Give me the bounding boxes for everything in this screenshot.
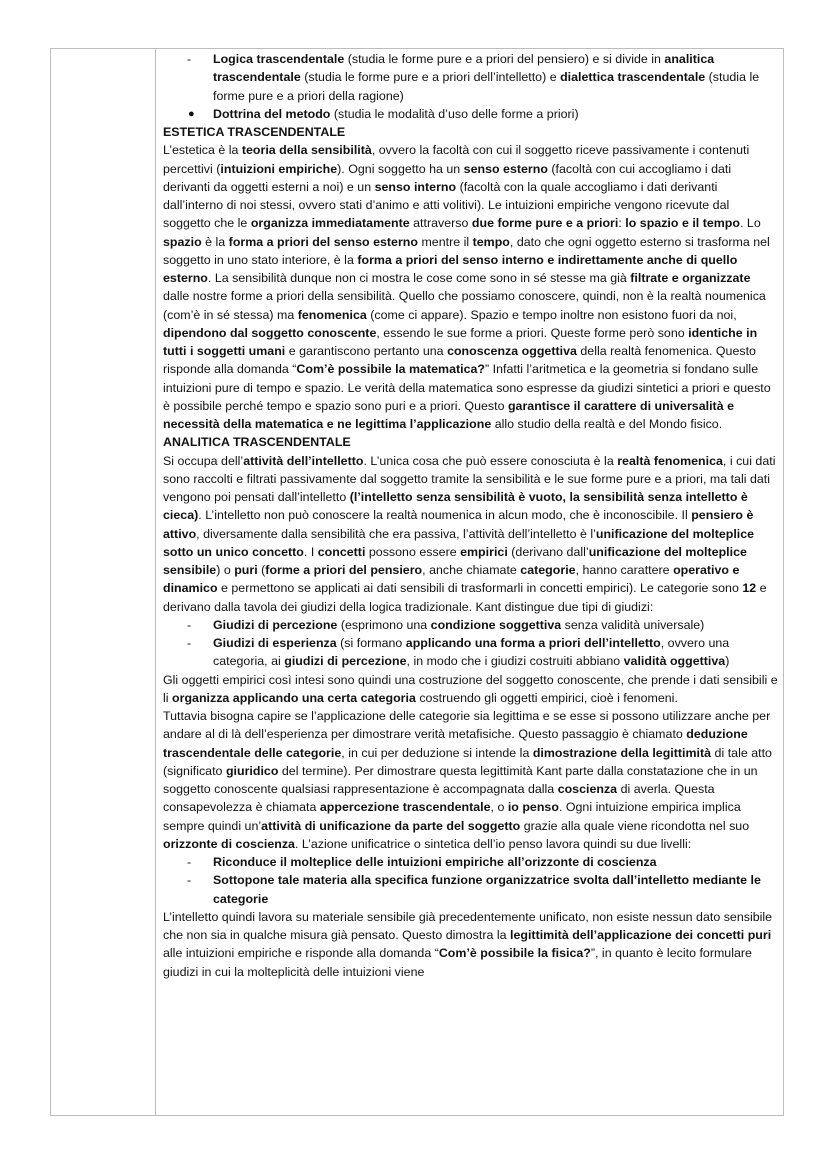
bold-text: appercezione trascendentale [319,800,491,815]
list-item-text: Dottrina del metodo (studia le modalità d’uso delle forme a priori) [213,106,579,121]
paragraph-intelletto-fisica: L’intelletto quindi lavora su materiale sensibile già precedentemente unificato, non esiste nessun dato sensibile che non sia in qualche misura già pensato. Questo dimostra la legittimità dell’applicazione dei concetti puri alle intuizioni empiriche e risponde alla domanda “Com’è possibile la fisica?”, in quanto è lecito formulare giudizi in cui la molteplicità delle intuizioni viene [163,909,773,979]
bold-text: unificazione del molteplice sotto un unico concetto [163,526,755,559]
bold-text: attività dell’intelletto [243,453,364,468]
list-item-text [213,853,779,871]
dash-marker: - [187,873,192,888]
paragraph-deduzione: Tuttavia bisogna capire se l’applicazione delle categorie sia legittima e se esse si possono utilizzare anche per andare al di là dell’esperienza per dimostrare verità metafisiche. Questo passaggio è chiamato deduzione trascendentale delle categorie, in cui per deduzione si intende la dimostrazione della legittimità di tale atto (significato giuridico del termine). Per dimostrare questa legittimità Kant parte dalla constatazione che in un soggetto conoscente qualsiasi rappresentazione è accompagnata dalla coscienza di averla. Questa consapevolezza è chiamata appercezione trascendentale, o io penso. Ogni intuizione empirica implica sempre quindi un’attività di unificazione da parte del soggetto grazie alla quale viene ricondotta nel suo orizzonte di coscienza. L’azione unificatrice o sintetica dell’io penso lavora quindi su due livelli: [163,709,772,851]
notes-column [163,50,779,1112]
list-item-sottopone [163,871,779,908]
heading-analitica-trascendentale: ANALITICA TRASCENDENTALE [163,435,351,450]
bold-text: filtrate e organizzate [630,271,751,285]
bold-text: 12 [742,581,757,596]
dash-marker: - [187,617,192,632]
list-item-riconduce [163,853,779,871]
bold-text: puri [234,563,258,577]
bold-text: intuizioni empiriche [220,161,338,176]
bold-text: garantisce il carattere di universalità e necessità della matematica e ne legittima l’applicazione [163,398,734,431]
list-item-text: Giudizi di esperienza (si formano applicando una forma a priori dell’intelletto, ovvero una categoria, ai giudizi di percezione, in modo che i giudizi costruiti abbiano validità oggettiva) [213,636,730,669]
bold-text: unificazione del molteplice sensibile [163,544,747,577]
bold-text: concetti [317,544,366,559]
bold-text: dimostrazione della legittimità [532,745,712,760]
bold-text: forme a priori del pensiero [265,563,423,577]
bold-text: forma a priori del senso interno e indirettamente anche di quello esterno [163,252,738,285]
bold-text: Giudizi di esperienza [213,636,337,650]
bold-text: forma a priori del senso esterno [228,234,418,249]
bold-text: Logica trascendentale [213,52,345,66]
bold-text: attività di unificazione da parte del soggetto [261,818,521,833]
bold-text: Com’è possibile la fisica? [438,946,591,961]
bold-text: condizione soggettiva [430,617,562,632]
column-divider [155,48,156,1116]
bold-text: giuridico [225,763,279,778]
dash-marker: - [187,52,192,66]
bold-text: lo spazio e il tempo [625,216,740,231]
bold-text: senso esterno [463,161,548,176]
bold-text: Giudizi di percezione [213,617,338,632]
list-item-giudizi-esperienza [163,634,779,671]
bold-text: tempo [472,234,510,249]
dash-marker: - [187,855,192,869]
bold-text: dipendono dal soggetto conoscente [163,325,377,340]
list-item-dottrina-del-metodo [163,105,779,123]
bold-text: analitica trascendentale [213,52,715,85]
paragraph-estetica: L’estetica è la teoria della sensibilità, ovvero la facoltà con cui il soggetto riceve passivamente i contenuti percettivi (intuizioni empiriche). Ogni soggetto ha un senso esterno (facoltà con cui accogliamo i dati derivanti da oggetti esterni a noi) e un senso interno (facoltà con la quale accogliamo i dati derivanti dall’interno di noi stessi, ovvero stati d’animo e atti volitivi). Le intuizioni empiriche vengono ricevute dal soggetto che le organizza immediatamente attraverso due forme pure e a priori: lo spazio e il tempo. Lo spazio è la forma a priori del senso esterno mentre il tempo, dato che ogni oggetto esterno si trasforma nel soggetto in uno stato interiore, è la forma a priori del senso interno e indirettamente anche di quello esterno. La sensibilità dunque non ci mostra le cose come sono in sé stesse ma già filtrate e organizzate dalle nostre forme a priori della sensibilità. Quello che possiamo conoscere, quindi, non è la realtà noumenica (com’è in sé stessa) ma fenomenica (come ci appare). Spazio e tempo inoltre non esistono fuori da noi, dipendono dal soggetto conoscente, essendo le sue forme a priori. Queste forme però sono identiche in tutti i soggetti umani e garantiscono pertanto una conoscenza oggettiva della realtà fenomenica. Questo risponde alla domanda “Com’è possibile la matematica?” Infatti l’aritmetica e la geometria si fondano sulle intuizioni pure di tempo e spazio. Le verità della matematica sono espresse da giudizi sintetici a priori e questo è possibile perché tempo e spazio sono puri e a priori. Questo garantisce il carattere di universalità e necessità della matematica e ne legittima l’applicazione allo studio della realtà e del Mondo fisico. [163,143,771,431]
paragraph-oggetti-empirici: Gli oggetti empirici così intesi sono quindi una costruzione del soggetto conoscente, che prende i dati sensibili e li organizza applicando una certa categoria costruendo gli oggetti empirici, cioè i fenomeni. [163,672,778,705]
bold-text: giudizi di percezione [284,654,407,669]
paragraph-analitica: Si occupa dell’attività dell’intelletto. L’unica cosa che può essere conosciuta è la realtà fenomenica, i cui dati sono raccolti e filtrati passivamente dal soggetto tramite la sensibilità e le sue forme pure e a priori, ma tali dati vengono poi pensati dall’intelletto (l’intelletto senza sensibilità è vuoto, la sensibilità senza intelletto è cieca). L’intelletto non può conoscere la realtà noumenica in alcun modo, che è inconoscibile. Il pensiero è attivo, diversamente dalla sensibilità che era passiva, l’attività dell’intelletto è l’unificazione del molteplice sotto un unico concetto. I concetti possono essere empirici (derivano dall’unificazione del molteplice sensibile) o puri (forme a priori del pensiero, anche chiamate categorie, hanno carattere operativo e dinamico e permettono se applicati ai dati sensibili di trasformarli in concetti empirici). Le categorie sono 12 e derivano dalla tavola dei giudizi della logica tradizionale. Kant distingue due tipi di giudizi: [163,453,776,614]
bold-text: legittimità dell’applicazione dei concetti puri [510,928,772,942]
bold-text: Dottrina del metodo [213,106,331,121]
bold-text: categorie [520,563,576,577]
bold-text: operativo e dinamico [163,563,740,596]
bold-text: io penso [507,800,559,815]
bold-text: organizza applicando una certa categoria [172,690,416,705]
bold-text: fenomenica [297,307,367,322]
bold-text: deduzione trascendentale delle categorie [163,727,748,760]
bold-text: spazio [163,234,202,249]
list-item-text: Logica trascendentale (studia le forme pure e a priori del pensiero) e si divide in analitica trascendentale (studia le forme pure e a priori dell’intelletto) e dialettica trascendentale (studia le forme pure e a priori della ragione) [213,52,760,103]
bold-text: realtà fenomenica [617,453,723,468]
bold-text: orizzonte di coscienza [163,836,295,851]
bold-text: coscienza [557,782,618,796]
bold-text: dialettica trascendentale [560,70,706,85]
list-item-logica-trascendentale [163,50,779,105]
bold-text: (l’intelletto senza sensibilità è vuoto, la sensibilità senza intelletto è cieca) [163,490,748,523]
bold-text: empirici [460,544,508,559]
list-item-giudizi-percezione [163,616,779,634]
bold-text: Sottopone tale materia alla specifica funzione organizzatrice svolta dall’intelletto mediante le categorie [213,873,761,906]
heading-estetica-trascendentale: ESTETICA TRASCENDENTALE [163,125,346,139]
bold-text: organizza immediatamente [250,216,410,231]
bold-text: senso interno [374,179,457,194]
bold-text: due forme pure e a priori [471,216,619,231]
bold-text: Riconduce il molteplice delle intuizioni empiriche all’orizzonte di coscienza [213,855,657,869]
bold-text: teoria della sensibilità [241,143,372,158]
bold-text: identiche in tutti i soggetti umani [163,325,758,358]
bullet-marker: ● [188,107,195,120]
bold-text: applicando una forma a priori dell’intelletto [405,636,661,650]
bold-text: pensiero è attivo [163,508,754,541]
bold-text: validità oggettiva [623,654,726,669]
list-item-text: Giudizi di percezione (esprimono una condizione soggettiva senza validità universale) [213,617,705,632]
dash-marker: - [187,636,192,650]
list-item-text [213,871,779,908]
bold-text: Com’è possibile la matematica? [296,362,485,377]
bold-text: conoscenza oggettiva [447,344,577,358]
